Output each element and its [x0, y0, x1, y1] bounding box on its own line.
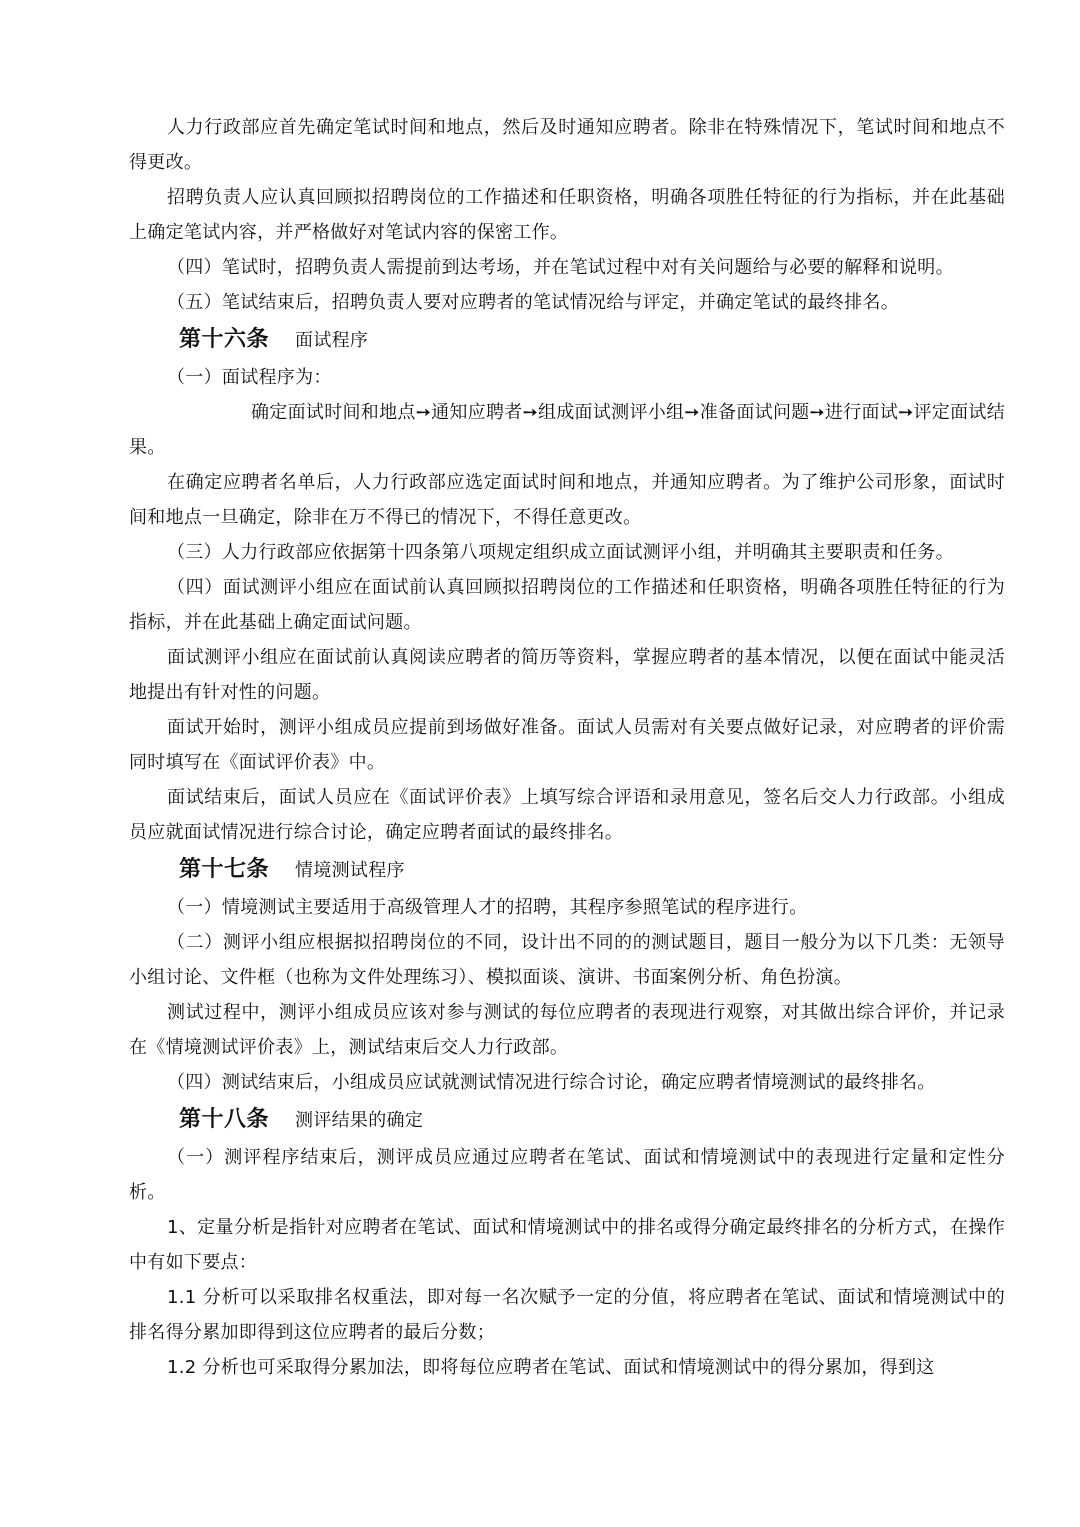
paragraph: （四）笔试时，招聘负责人需提前到达考场，并在笔试过程中对有关问题给与必要的解释和说明。 — [167, 257, 954, 278]
paragraph: 人力行政部应首先确定笔试时间和地点，然后及时通知应聘者。除非在特殊情况下，笔试时间和地点不得更改。 — [129, 117, 1005, 173]
paragraph: 1.2 分析也可采取得分累加法，即将每位应聘者在笔试、面试和情境测试中的得分累加，得到这 — [167, 1357, 935, 1378]
paragraph: （四）测试结束后，小组成员应试就测试情况进行综合讨论，确定应聘者情境测试的最终排名。 — [167, 1072, 936, 1093]
document-body — [129, 110, 1005, 1385]
paragraph: （四）面试测评小组应在面试前认真回顾拟招聘岗位的工作描述和任职资格，明确各项胜任特征的行为指标，并在此基础上确定面试问题。 — [129, 577, 1005, 633]
paragraph: （一）情境测试主要适用于高级管理人才的招聘，其程序参照笔试的程序进行。 — [167, 897, 808, 918]
paragraph: （一）测评程序结束后，测评成员应通过应聘者在笔试、面试和情境测试中的表现进行定量和定性分析。 — [129, 1147, 1005, 1203]
article-heading — [129, 850, 1005, 890]
paragraph: 1、定量分析是指针对应聘者在笔试、面试和情境测试中的排名或得分确定最终排名的分析方式，在操作中有如下要点： — [129, 1217, 1005, 1273]
article-heading — [129, 320, 1005, 360]
article-number: 第十六条 — [179, 327, 270, 352]
paragraph: （二）测评小组应根据拟招聘岗位的不同，设计出不同的的测试题目，题目一般分为以下几类：无领导小组讨论、文件框（也称为文件处理练习）、模拟面谈、演讲、书面案例分析、角色扮演。 — [129, 932, 1005, 988]
paragraph: 测试过程中，测评小组成员应该对参与测试的每位应聘者的表现进行观察，对其做出综合评价，并记录在《情境测试评价表》上，测试结束后交人力行政部。 — [129, 1002, 1005, 1058]
paragraph: 面试测评小组应在面试前认真阅读应聘者的简历等资料，掌握应聘者的基本情况，以便在面试中能灵活地提出有针对性的问题。 — [129, 647, 1005, 703]
article-title: 情境测试程序 — [295, 860, 405, 881]
paragraph: 1.1 分析可以采取排名权重法，即对每一名次赋予一定的分值，将应聘者在笔试、面试和情境测试中的排名得分累加即得到这位应聘者的最后分数； — [129, 1287, 1005, 1343]
paragraph: （三）人力行政部应依据第十四条第八项规定组织成立面试测评小组，并明确其主要职责和任务。 — [167, 542, 954, 563]
article-number: 第十八条 — [179, 1107, 270, 1132]
paragraph: 在确定应聘者名单后，人力行政部应选定面试时间和地点，并通知应聘者。为了维护公司形象，面试时间和地点一旦确定，除非在万不得已的情况下，不得任意更改。 — [129, 472, 1005, 528]
article-heading — [129, 1100, 1005, 1140]
article-number: 第十七条 — [179, 857, 270, 882]
paragraph: 招聘负责人应认真回顾拟招聘岗位的工作描述和任职资格，明确各项胜任特征的行为指标，并在此基础上确定笔试内容，并严格做好对笔试内容的保密工作。 — [129, 187, 1005, 243]
article-title: 面试程序 — [295, 330, 369, 351]
paragraph: （一）面试程序为： — [167, 367, 332, 388]
paragraph: （五）笔试结束后，招聘负责人要对应聘者的笔试情况给与评定，并确定笔试的最终排名。 — [167, 292, 899, 313]
process-flow-paragraph: 确定面试时间和地点➙通知应聘者➙组成面试测评小组➙准备面试问题➙进行面试➙评定面试结果。 — [129, 402, 1006, 458]
article-title: 测评结果的确定 — [295, 1110, 424, 1131]
paragraph: 面试开始时，测评小组成员应提前到场做好准备。面试人员需对有关要点做好记录，对应聘者的评价需同时填写在《面试评价表》中。 — [129, 717, 1005, 773]
paragraph: 面试结束后，面试人员应在《面试评价表》上填写综合评语和录用意见，签名后交人力行政部。小组成员应就面试情况进行综合讨论，确定应聘者面试的最终排名。 — [129, 787, 1005, 843]
